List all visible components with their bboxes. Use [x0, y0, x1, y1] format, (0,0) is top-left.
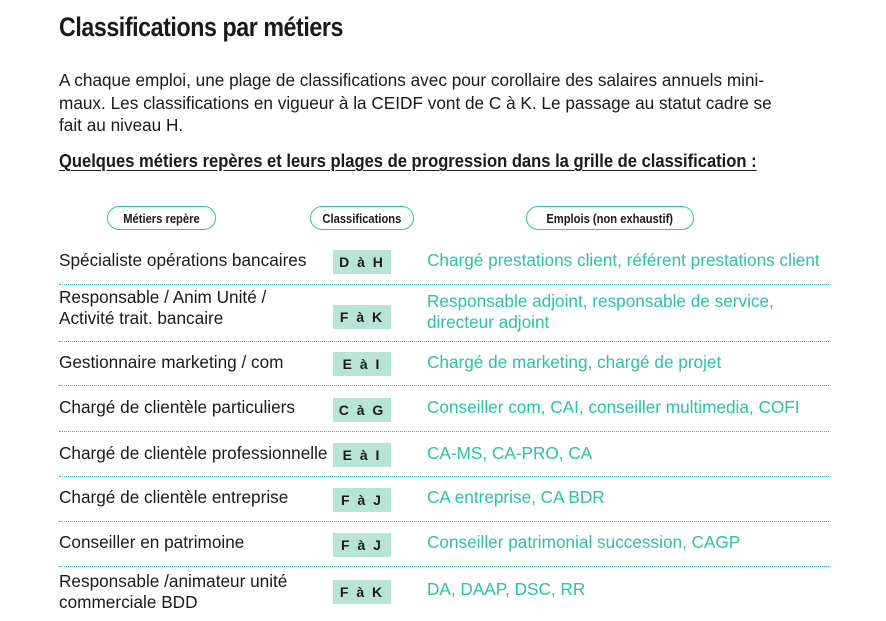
table-row — [59, 432, 829, 477]
job-title — [59, 397, 295, 418]
emplois-line: CA entreprise, CA BDR — [427, 487, 605, 507]
intro-line: fait au niveau H. — [59, 115, 184, 135]
emplois-line: Conseiller com, CAI, conseiller multimedia, COFI — [427, 397, 800, 417]
header-metiers — [107, 206, 216, 230]
job-title-line: Chargé de clientèle entreprise — [59, 487, 289, 507]
job-title — [59, 287, 266, 329]
table-row — [59, 522, 829, 567]
job-title-line: Gestionnaire marketing / com — [59, 352, 284, 372]
job-title-line: Responsable / Anim Unité / — [59, 287, 267, 307]
classification-badge: E à I — [333, 352, 391, 376]
classification-table — [59, 238, 829, 617]
emplois-line: Chargé prestations client, référent prestations client — [427, 250, 820, 270]
emplois-line: CA-MS, CA-PRO, CA — [427, 443, 593, 463]
section-subtitle: Quelques métiers repères et leurs plages de progression dans la grille de classification : — [59, 151, 757, 171]
table-row — [59, 285, 829, 342]
job-title — [59, 487, 288, 508]
emplois-list — [427, 579, 585, 600]
classification-badge: F à K — [333, 580, 391, 604]
classification-badge: F à J — [333, 533, 391, 557]
emplois-line: DA, DAAP, DSC, RR — [427, 579, 586, 599]
emplois-list — [427, 487, 605, 508]
job-title-line: commerciale BDD — [59, 592, 198, 612]
header-classifications-label: Classifications — [322, 210, 402, 226]
header-emplois-label: Emplois (non exhaustif) — [546, 210, 674, 226]
emplois-list — [427, 250, 820, 271]
intro-line: maux. Les classifications en vigueur à la CEIDF vont de C à K. Le passage au statut cadre se — [59, 92, 772, 113]
classification-badge: E à I — [333, 443, 391, 467]
header-emplois — [526, 206, 694, 230]
emplois-list — [427, 532, 740, 553]
emplois-list — [427, 397, 800, 418]
table-row — [59, 567, 829, 617]
job-title-line: Activité trait. bancaire — [59, 308, 224, 328]
table-row — [59, 477, 829, 522]
header-classifications — [310, 206, 414, 230]
emplois-list — [427, 291, 774, 333]
intro-paragraph — [59, 69, 834, 137]
emplois-list — [427, 443, 592, 464]
emplois-line: Chargé de marketing, chargé de projet — [427, 352, 722, 372]
job-title — [59, 352, 284, 373]
emplois-line: Responsable adjoint, responsable de service, — [427, 291, 774, 311]
classification-badge: C à G — [333, 398, 391, 422]
classification-badge: F à K — [333, 305, 391, 329]
table-row — [59, 238, 829, 285]
table-row — [59, 342, 829, 386]
emplois-list — [427, 352, 721, 373]
job-title — [59, 250, 306, 271]
classification-badge: D à H — [333, 250, 391, 274]
job-title — [59, 443, 328, 464]
job-title-line: Chargé de clientèle particuliers — [59, 397, 295, 417]
page-title: Classifications par métiers — [59, 12, 343, 42]
table-row — [59, 386, 829, 432]
job-title-line: Conseiller en patrimoine — [59, 532, 245, 552]
classification-badge: F à J — [333, 488, 391, 512]
job-title — [59, 571, 287, 613]
intro-line: A chaque emploi, une plage de classifications avec pour corollaire des salaires annuels mini- — [59, 70, 765, 90]
job-title-line: Responsable /animateur unité — [59, 571, 288, 591]
emplois-line: Conseiller patrimonial succession, CAGP — [427, 532, 741, 552]
emplois-line: directeur adjoint — [427, 312, 550, 332]
job-title-line: Spécialiste opérations bancaires — [59, 250, 307, 270]
header-metiers-label: Métiers repère — [123, 210, 200, 226]
job-title — [59, 532, 244, 553]
job-title-line: Chargé de clientèle professionnelle — [59, 443, 328, 463]
